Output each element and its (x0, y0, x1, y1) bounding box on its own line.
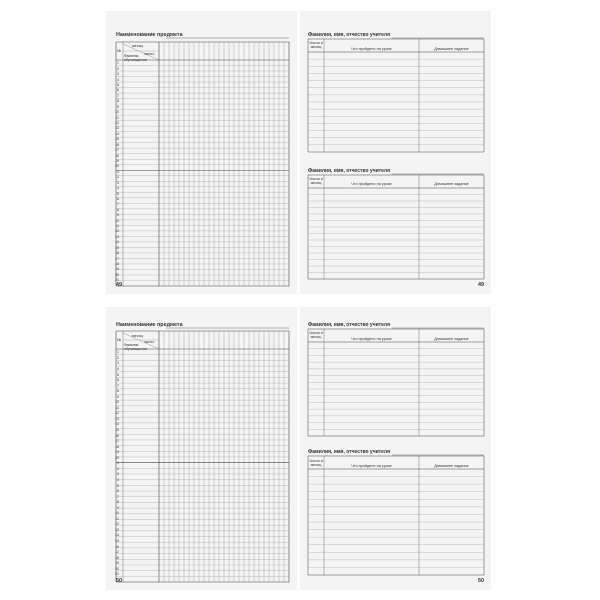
row-number: 6 (117, 88, 119, 93)
journal-page-left-2 (106, 307, 297, 590)
teacher-label-2: Фамилия, имя, отчество учителя (308, 168, 390, 174)
row-number: 13 (115, 126, 119, 131)
teacher-label-2: Фамилия, имя, отчество учителя (308, 449, 390, 455)
row-number: 15 (115, 137, 119, 142)
row-number: 11 (115, 115, 119, 120)
page-number: 50 (116, 578, 122, 584)
row-number: 12 (115, 229, 119, 234)
row-number: 16 (115, 251, 119, 256)
row-number: 16 (115, 433, 119, 438)
row-number: 7 (117, 202, 119, 207)
col-lesson-header-2: Что пройдено на уроке (351, 182, 392, 186)
header-vertical: № (117, 338, 122, 342)
row-number: 13 (115, 234, 119, 239)
col-homework-header-2: Домашнее задание (434, 182, 469, 186)
row-number: 3 (117, 180, 119, 185)
col-lesson-header-2: Что пройдено на уроке (351, 464, 392, 468)
row-number: 4 (117, 477, 119, 482)
col-lesson-header-1: Что пройдено на уроке (351, 47, 392, 51)
row-number: 1 (117, 61, 119, 66)
row-number: 10 (115, 110, 119, 115)
row-number: 18 (115, 153, 119, 158)
row-number: 6 (117, 378, 119, 383)
row-number: 6 (117, 489, 119, 494)
subject-title: Наименование предмета (116, 322, 183, 328)
row-number: 17 (115, 439, 119, 444)
row-number: 7 (117, 93, 119, 98)
col-date-header-1: Число и месяц (308, 41, 324, 50)
row-number: 10 (115, 511, 119, 516)
teacher-label-1: Фамилия, имя, отчество учителя (308, 322, 390, 328)
row-number: 4 (117, 366, 119, 371)
row-number: 2 (117, 466, 119, 471)
row-number: 1 (117, 169, 119, 174)
col-homework-header-1: Домашнее задание (434, 337, 469, 341)
row-number: 19 (115, 158, 119, 163)
row-number: 19 (115, 267, 119, 272)
row-number: 19 (115, 450, 119, 455)
header-day: число (144, 340, 155, 344)
journal-page-left-1 (106, 11, 297, 294)
row-number: 5 (117, 483, 119, 488)
row-number: 19 (115, 561, 119, 566)
row-number: 9 (117, 213, 119, 218)
teacher-label-1: Фамилия, имя, отчество учителя (308, 32, 390, 38)
col-date-header-1: Число и месяц (308, 331, 324, 340)
journal-page-right-1 (300, 11, 491, 294)
row-number: 4 (117, 77, 119, 82)
row-number: 2 (117, 66, 119, 71)
row-number: 17 (115, 256, 119, 261)
subject-title: Наименование предмета (116, 32, 183, 38)
row-number: 11 (115, 405, 119, 410)
row-number: 2 (117, 355, 119, 360)
row-number: 4 (117, 186, 119, 191)
row-number: 17 (115, 550, 119, 555)
row-number: 3 (117, 72, 119, 77)
header-pupil: Фамилия обучающегося (124, 343, 147, 351)
row-number: 3 (117, 472, 119, 477)
row-number: 3 (117, 361, 119, 366)
page-rules (300, 11, 491, 294)
header-vertical: № (117, 49, 122, 53)
row-number: 14 (115, 240, 119, 245)
journal-page-right-2 (300, 307, 491, 590)
row-number: 15 (115, 539, 119, 543)
row-number: 1 (117, 461, 119, 466)
row-number: 10 (115, 400, 119, 405)
row-number: 8 (117, 389, 119, 394)
row-number: 7 (117, 494, 119, 499)
col-homework-header-1: Домашнее задание (434, 47, 469, 51)
header-pupil: Фамилия обучающегося (124, 54, 147, 62)
row-number: 16 (115, 142, 119, 147)
row-number: 10 (115, 218, 119, 223)
header-day: число (144, 52, 155, 56)
row-number: 5 (117, 83, 119, 87)
row-number: 20 (115, 566, 119, 571)
row-number: 13 (115, 416, 119, 421)
row-number: 14 (115, 131, 119, 136)
row-number: 11 (115, 224, 119, 229)
row-number: 21 (115, 278, 119, 283)
row-number: 11 (115, 516, 119, 521)
row-number: 12 (115, 120, 119, 125)
row-number: 6 (117, 196, 119, 201)
row-number: 1 (117, 350, 119, 355)
page-number: 49 (478, 282, 484, 288)
row-number: 18 (115, 555, 119, 560)
col-homework-header-2: Домашнее задание (434, 464, 469, 468)
row-number: 18 (115, 262, 119, 267)
row-number: 5 (117, 372, 119, 377)
row-number: 21 (115, 572, 119, 577)
row-number: 9 (117, 394, 119, 399)
row-number: 2 (117, 175, 119, 180)
row-number: 12 (115, 411, 119, 416)
row-number: 15 (115, 428, 119, 432)
row-number: 5 (117, 191, 119, 196)
page-number: 49 (116, 282, 122, 288)
col-lesson-header-1: Что пройдено на уроке (351, 337, 392, 341)
row-number: 8 (117, 207, 119, 212)
row-number: 9 (117, 104, 119, 109)
col-date-header-2: Число и месяц (308, 459, 324, 468)
row-number: 9 (117, 505, 119, 510)
row-number: 20 (115, 164, 119, 169)
row-number: 15 (115, 245, 119, 250)
header-month: месяц (132, 334, 143, 338)
col-date-header-2: Число и месяц (308, 177, 324, 186)
row-number: 14 (115, 422, 119, 427)
row-number: 8 (117, 99, 119, 104)
row-number: 8 (117, 500, 119, 505)
row-number: 14 (115, 533, 119, 538)
page-number: 50 (478, 578, 484, 584)
row-number: 18 (115, 444, 119, 449)
row-number: 17 (115, 148, 119, 153)
row-number: 7 (117, 383, 119, 388)
row-number: 16 (115, 544, 119, 549)
row-number: 20 (115, 455, 119, 460)
row-number: 20 (115, 272, 119, 277)
header-month: месяц (132, 44, 143, 48)
row-number: 13 (115, 527, 119, 532)
row-number: 12 (115, 522, 119, 527)
